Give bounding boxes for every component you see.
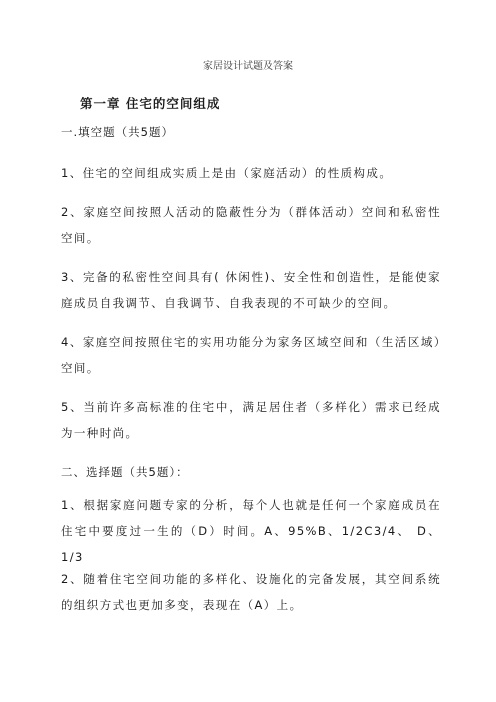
- fill-question-4: 4、家庭空间按照住宅的实用功能分为家务区域空间和（生活区域）空间。: [61, 335, 441, 375]
- section-heading-fill: 一.填空题（共5题）: [61, 125, 174, 139]
- fill-question-5: 5、当前许多高标准的住宅中，满足居住者（多样化）需求已经成为一种时尚。: [61, 400, 441, 440]
- chapter-heading: 第一章 住宅的空间组成: [80, 96, 221, 111]
- fill-question-2: 2、家庭空间按照人活动的隐蔽性分为（群体活动）空间和私密性空间。: [61, 205, 441, 245]
- choice-question-2: 2、随着住宅空间功能的多样化、设施化的完备发展，其空间系统的组织方式也更加多变，表现在（A）上。: [61, 572, 441, 612]
- fill-question-1: 1、住宅的空间组成实质上是由（家庭活动）的性质构成。: [61, 166, 393, 180]
- choice-question-1: 1、根据家庭问题专家的分析，每个人也就是任何一个家庭成员在住宅中要度过一生的（D）时间。A、95%B、1/2C3/4、 D、1/3: [61, 498, 441, 564]
- document-title: 家居设计试题及答案: [203, 61, 293, 72]
- fill-question-3: 3、完备的私密性空间具有( 休闲性)、安全性和创造性，是能使家庭成员自我调节、自我调节、自我表现的不可缺少的空间。: [61, 270, 441, 310]
- section-heading-choice: 二、选择题（共5题）：: [61, 465, 189, 479]
